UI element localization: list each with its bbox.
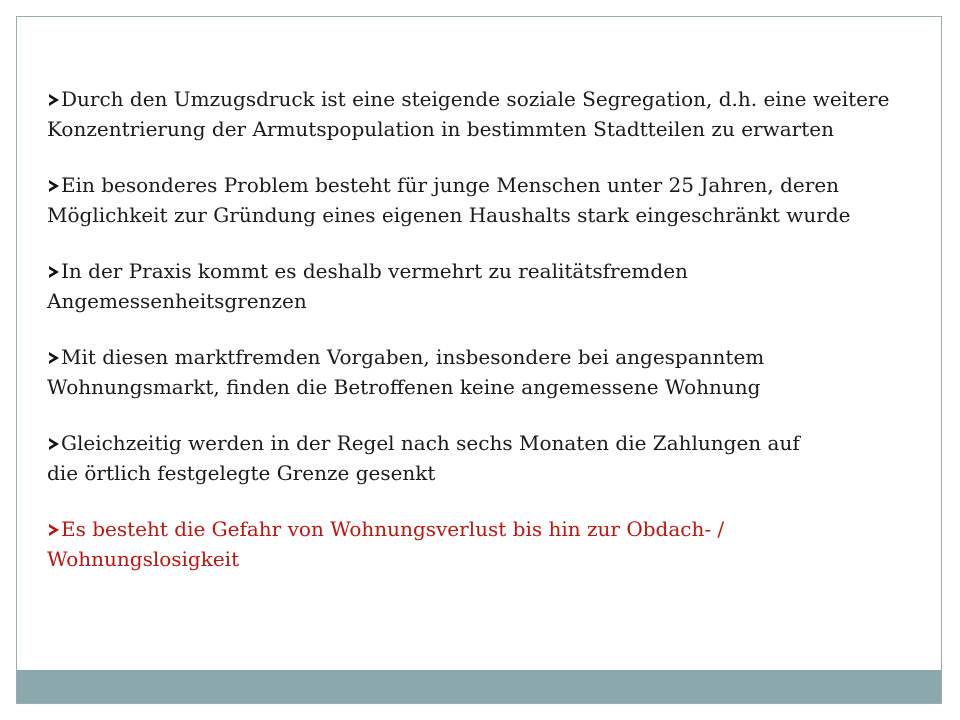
arrow-bullet-icon: [49, 524, 59, 536]
bullet-item: [47, 170, 877, 230]
arrow-bullet-icon: [49, 438, 59, 450]
bullet-text: In der Praxis kommt es deshalb vermehrt zu realitätsfremden Angemessenheitsgrenzen: [47, 259, 688, 313]
bullet-text-highlight: Es besteht die Gefahr von Wohnungsverlust bis hin zur Obdach- / Wohnungslosigkeit: [47, 517, 725, 571]
bullet-text: Gleichzeitig werden in der Regel nach sechs Monaten die Zahlungen auf die örtlich festgelegte Grenze gesenkt: [47, 431, 800, 485]
bullet-item: [47, 428, 817, 488]
arrow-bullet-icon: [49, 180, 59, 192]
bullet-item: [47, 514, 777, 574]
arrow-bullet-icon: [49, 352, 59, 364]
bullet-item: [47, 84, 927, 144]
bullet-text: Mit diesen marktfremden Vorgaben, insbesondere bei angespanntem Wohnungsmarkt, finden die Betroffenen keine angemessene Wohnung: [47, 345, 765, 399]
bullet-list: [47, 84, 927, 600]
bullet-text: Durch den Umzugsdruck ist eine steigende soziale Segregation, d.h. eine weitere Konzentrierung der Armutspopulation in bestimmten Stadtteilen zu erwarten: [47, 87, 890, 141]
arrow-bullet-icon: [49, 94, 59, 106]
bullet-item: [47, 342, 817, 402]
footer-bar: [17, 670, 941, 703]
bullet-item: [47, 256, 737, 316]
bullet-text: Ein besonderes Problem besteht für junge Menschen unter 25 Jahren, deren Möglichkeit zur Gründung eines eigenen Haushalts stark eingeschränkt wurde: [47, 173, 851, 227]
arrow-bullet-icon: [49, 266, 59, 278]
